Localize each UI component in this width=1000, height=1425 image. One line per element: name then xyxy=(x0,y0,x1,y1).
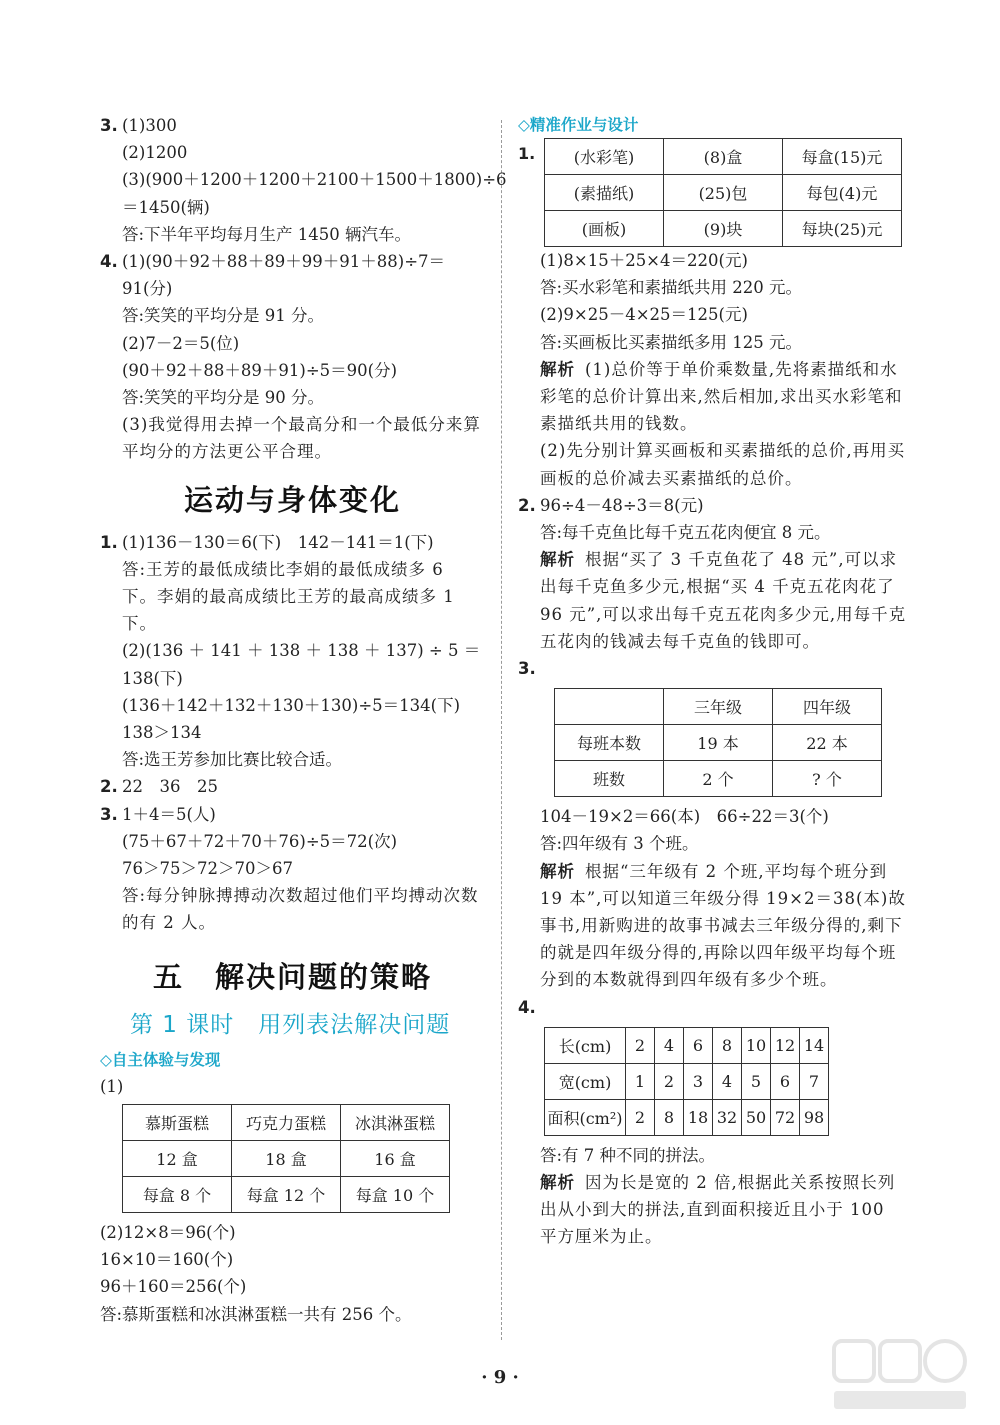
table-cell: 每盒 12 个 xyxy=(232,1176,341,1212)
answer-line: 3. (1)300 xyxy=(100,116,177,135)
table-row xyxy=(545,1099,829,1135)
table-cell: 每盒(15)元 xyxy=(783,139,902,175)
answer-line: (3)我觉得用去掉一个最高分和一个最低分来算平均分的方法更公平合理。 xyxy=(122,415,481,462)
column-divider xyxy=(501,120,502,1340)
table-cell: (画板) xyxy=(545,211,664,247)
table-cell: 宽(cm) xyxy=(545,1063,626,1099)
table-cell: 12 盒 xyxy=(123,1140,232,1176)
table-cell: 4 xyxy=(655,1027,684,1063)
answer-line: 答:慕斯蛋糕和冰淇淋蛋糕一共有 256 个。 xyxy=(100,1304,412,1324)
answer-line: 答:选王芳参加比赛比较合适。 xyxy=(122,750,343,770)
table-cell: 6 xyxy=(684,1027,713,1063)
table-cell: 22 本 xyxy=(773,725,882,761)
table-row xyxy=(123,1104,450,1140)
answer-line: 答:笑笑的平均分是 90 分。 xyxy=(122,388,325,408)
right-column xyxy=(518,112,908,1251)
table-cell: 98 xyxy=(800,1099,829,1135)
table-row xyxy=(555,689,882,725)
table-cell: 每盒 8 个 xyxy=(123,1176,232,1212)
explanation: 解析 根据“三年级有 2 个班,平均每个班分到 19 本”,可以知道三年级分得 19×2＝38(本)故事书,用新购进的故事书减去三年级分得的,剩下的就是四年级分得的,再除以四年级平均每个班分到的本数就得到四年级有多少个班。 xyxy=(540,861,906,990)
table-cell: 每包(4)元 xyxy=(783,175,902,211)
table-cell: 2 xyxy=(626,1099,655,1135)
table-cell: 三年级 xyxy=(664,689,773,725)
answer-line: 答:买水彩笔和素描纸共用 220 元。 xyxy=(540,278,803,298)
rectangle-table xyxy=(544,1027,829,1136)
answer-line: 2. 22 36 25 xyxy=(100,777,218,797)
answer-line: 138＞134 xyxy=(122,723,202,743)
table-cell: 10 xyxy=(742,1027,771,1063)
question-block: 1. (水彩笔) (8)盒 每盒(15)元 (素描纸) (25)包 每包(4)元 (画板) (9)块 每块(25)元 xyxy=(518,138,908,247)
table-cell: 3 xyxy=(684,1063,713,1099)
table-cell: 冰淇淋蛋糕 xyxy=(341,1104,450,1140)
answer-line: 答:每千克鱼比每千克五花肉便宜 8 元。 xyxy=(540,523,831,543)
cake-table xyxy=(122,1104,450,1213)
table-cell: 18 盒 xyxy=(232,1140,341,1176)
page-number: · 9 · xyxy=(481,1367,519,1388)
answer-line: 答:每分钟脉搏搏动次数超过他们平均搏动次数的有 2 人。 xyxy=(122,886,479,933)
table-cell: 每块(25)元 xyxy=(783,211,902,247)
table-cell: 6 xyxy=(771,1063,800,1099)
table-cell: 1 xyxy=(626,1063,655,1099)
table-cell: 长(cm) xyxy=(545,1027,626,1063)
table-row xyxy=(545,175,902,211)
answer-line: (1) xyxy=(100,1076,124,1096)
answer-line: 4. (1)(90＋92＋88＋89＋99＋91＋88)÷7＝ xyxy=(100,252,446,272)
table-cell: 18 xyxy=(684,1099,713,1135)
table-cell xyxy=(555,689,664,725)
table-cell: (25)包 xyxy=(664,175,783,211)
explanation: 解析 根据“买了 3 千克鱼花了 48 元”,可以求出每千克鱼多少元,根据“买 4 千克五花肉花了 96 元”,可以求出每千克五花肉多少元,用每千克五花肉的钱减去每千克鱼的钱即可。 xyxy=(540,550,907,651)
table-row xyxy=(545,1027,829,1063)
table-row xyxy=(545,1063,829,1099)
class-books-table xyxy=(554,688,882,797)
supplies-table xyxy=(544,138,902,247)
answer-line: (136＋142＋132＋130＋130)÷5＝134(下) xyxy=(122,695,461,715)
table-cell: 四年级 xyxy=(773,689,882,725)
answer-line: 76＞75＞72＞70＞67 xyxy=(122,859,293,879)
answer-line: (2)(136 ＋ 141 ＋ 138 ＋ 138 ＋ 137) ÷ 5 ＝ xyxy=(122,641,481,661)
answer-line: (2)1200 xyxy=(122,143,188,163)
table-cell: ? 个 xyxy=(773,761,882,797)
table-cell: 2 xyxy=(655,1063,684,1099)
table-cell: 巧克力蛋糕 xyxy=(232,1104,341,1140)
table-cell: 2 个 xyxy=(664,761,773,797)
table-row xyxy=(545,211,902,247)
table-cell: 面积(cm²) xyxy=(545,1099,626,1135)
answer-line: 答:有 7 种不同的拼法。 xyxy=(540,1145,716,1165)
answer-line: 104－19×2＝66(本) 66÷22＝3(个) xyxy=(540,807,829,827)
answer-line: (1)8×15＋25×4＝220(元) xyxy=(540,251,748,270)
answer-line: ＝1450(辆) xyxy=(122,197,210,217)
table-cell: 每班本数 xyxy=(555,725,664,761)
table-cell: 每盒 10 个 xyxy=(341,1176,450,1212)
answer-line: (2)7－2＝5(位) xyxy=(122,333,240,353)
table-row xyxy=(123,1140,450,1176)
table-cell: 19 本 xyxy=(664,725,773,761)
table-cell: 2 xyxy=(626,1027,655,1063)
table-cell: 慕斯蛋糕 xyxy=(123,1104,232,1140)
answer-line: 答:四年级有 3 个班。 xyxy=(540,834,699,854)
table-cell: (水彩笔) xyxy=(545,139,664,175)
table-cell: (9)块 xyxy=(664,211,783,247)
table-cell: 班数 xyxy=(555,761,664,797)
table-cell: 32 xyxy=(713,1099,742,1135)
table-cell: 72 xyxy=(771,1099,800,1135)
table-cell: 8 xyxy=(713,1027,742,1063)
answer-line: 2. 96÷4－48÷3＝8(元) xyxy=(518,495,704,515)
answer-line: (3)(900＋1200＋1200＋2100＋1500＋1800)÷6 xyxy=(122,170,507,190)
table-cell: 12 xyxy=(771,1027,800,1063)
answer-line: 91(分) xyxy=(122,279,173,299)
table-row xyxy=(555,725,882,761)
table-cell: (8)盒 xyxy=(664,139,783,175)
table-row xyxy=(555,761,882,797)
answer-line: 4. xyxy=(518,997,536,1017)
answer-line: (75＋67＋72＋70＋76)÷5＝72(次) xyxy=(122,831,398,851)
answer-line: (90＋92＋88＋89＋91)÷5＝90(分) xyxy=(122,360,398,380)
answer-line: 16×10＝160(个) xyxy=(100,1250,234,1270)
table-cell: 16 盒 xyxy=(341,1140,450,1176)
answer-line: (2)12×8＝96(个) xyxy=(100,1222,236,1242)
left-column xyxy=(100,112,507,1328)
table-cell: 7 xyxy=(800,1063,829,1099)
table-cell: 8 xyxy=(655,1099,684,1135)
table-cell: 5 xyxy=(742,1063,771,1099)
answer-line: 答:下半年平均每月生产 1450 辆汽车。 xyxy=(122,224,412,244)
table-cell: 4 xyxy=(713,1063,742,1099)
explanation: (2)先分别计算买画板和买素描纸的总价,再用买画板的总价减去买素描纸的总价。 xyxy=(540,441,906,488)
answer-line: 答:买画板比买素描纸多用 125 元。 xyxy=(540,332,803,352)
answer-line: 96＋160＝256(个) xyxy=(100,1277,247,1297)
answer-line: 1. (1)136－130＝6(下) 142－141＝1(下) xyxy=(100,532,434,552)
table-cell: 14 xyxy=(800,1027,829,1063)
lesson-heading: 第 1 课时 用列表法解决问题 xyxy=(130,1011,451,1038)
table-cell: 50 xyxy=(742,1099,771,1135)
answer-line: 138(下) xyxy=(122,668,183,688)
answer-line: 答:王芳的最低成绩比李娟的最低成绩多 6 下。李娟的最高成绩比王芳的最高成绩多 1 下。 xyxy=(122,559,455,634)
section-label: ◇精准作业与设计 xyxy=(518,116,639,134)
answer-line: 答:笑笑的平均分是 91 分。 xyxy=(122,306,325,326)
answer-line: (2)9×25－4×25＝125(元) xyxy=(540,305,748,325)
section-label: ◇自主体验与发现 xyxy=(100,1050,221,1069)
explanation: 解析 因为长是宽的 2 倍,根据此关系按照长列出从小到大的拼法,直到面积接近且小于 100 平方厘米为止。 xyxy=(540,1173,896,1247)
unit-heading: 五 解决问题的策略 xyxy=(152,959,432,994)
section-heading: 运动与身体变化 xyxy=(183,482,401,517)
table-cell: (素描纸) xyxy=(545,175,664,211)
table-row xyxy=(545,139,902,175)
watermark-logo xyxy=(830,1335,970,1415)
answer-line: 3. xyxy=(518,659,536,679)
explanation: 解析 (1)总价等于单价乘数量,先将素描纸和水彩笔的总价计算出来,然后相加,求出买水彩笔和素描纸共用的钱数。 xyxy=(540,359,903,434)
table-row xyxy=(123,1176,450,1212)
answer-line: 3. 1＋4＝5(人) xyxy=(100,804,216,824)
